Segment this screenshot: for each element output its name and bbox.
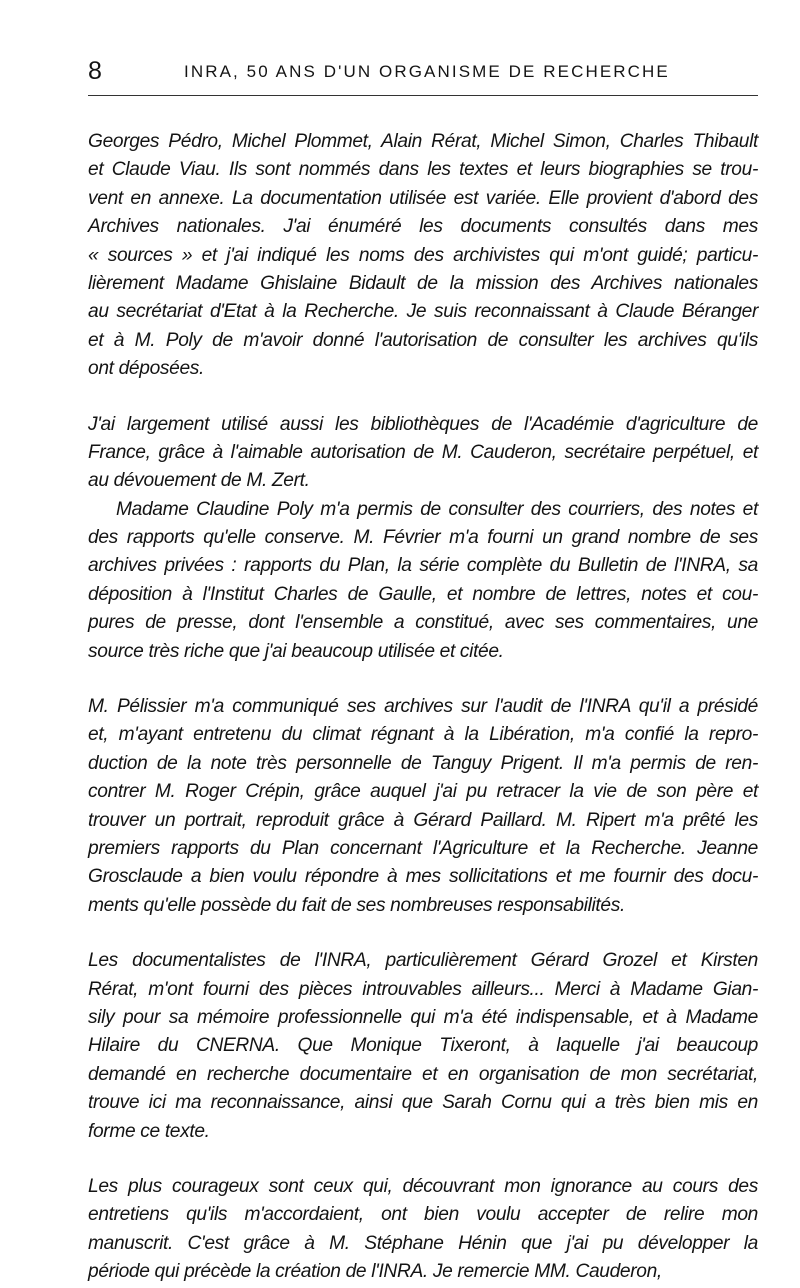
text-line: lièrement Madame Ghislaine Bidault de la mission des Archives nationales bbox=[88, 272, 758, 294]
text-line: et, m'ayant entretenu du climat régnant à la Libération, m'a confié la repro- bbox=[88, 724, 758, 746]
text-line: déposition à l'Institut Charles de Gaulle, et nombre de lettres, notes et cou- bbox=[88, 583, 758, 605]
paragraph-gap bbox=[88, 1146, 758, 1173]
text-line: pures de presse, dont l'ensemble a constitué, avec ses commentaires, une bbox=[88, 612, 758, 634]
text-line: M. Pélissier m'a communiqué ses archives sur l'audit de l'INRA qu'il a présidé bbox=[88, 696, 758, 718]
paragraph-gap bbox=[88, 384, 758, 411]
text-line: ments qu'elle possède du fait de ses nombreuses responsabilités. bbox=[88, 894, 625, 916]
text-line: Georges Pédro, Michel Plommet, Alain Rérat, Michel Simon, Charles Thibault bbox=[88, 131, 758, 152]
paragraph-gap bbox=[88, 666, 758, 693]
text-line: trouve ici ma reconnaissance, ainsi que Sarah Cornu qui a très bien mis en bbox=[88, 1092, 758, 1114]
text-line: au dévouement de M. Zert. bbox=[88, 470, 310, 492]
text-line: Les documentalistes de l'INRA, particulièrement Gérard Grozel et Kirsten bbox=[88, 950, 758, 972]
text-line: et Claude Viau. Ils sont nommés dans les textes et leurs biographies se trou- bbox=[88, 159, 758, 181]
text-line: Madame Claudine Poly m'a permis de consulter des courriers, des notes et bbox=[116, 498, 758, 520]
text-line: premiers rapports du Plan concernant l'Agriculture et la Recherche. Jeanne bbox=[88, 837, 758, 859]
text-line: vent en annexe. La documentation utilisée est variée. Elle provient d'abord des bbox=[88, 187, 758, 209]
text-line: ont déposées. bbox=[88, 358, 204, 380]
text-line: et à M. Poly de m'avoir donné l'autorisation de consulter les archives qu'ils bbox=[88, 329, 758, 351]
paragraph bbox=[88, 1173, 758, 1287]
text-line: Hilaire du CNERNA. Que Monique Tixeront, à laquelle j'ai beaucoup bbox=[88, 1035, 758, 1057]
text-line: demandé en recherche documentaire et en organisation de mon secrétariat, bbox=[88, 1063, 758, 1085]
text-line: sily pour sa mémoire professionnelle qui m'a été indispensable, et à Madame bbox=[88, 1006, 758, 1028]
paragraph bbox=[88, 496, 758, 666]
text-line: contrer M. Roger Crépin, grâce auquel j'ai pu retracer la vie de son père et bbox=[88, 781, 758, 803]
paragraph bbox=[88, 411, 758, 496]
text-line: des rapports qu'elle conserve. M. Février m'a fourni un grand nombre de ses bbox=[88, 527, 758, 549]
text-line: France, grâce à l'aimable autorisation de M. Cauderon, secrétaire perpétuel, et bbox=[88, 441, 758, 463]
text-line: « sources » et j'ai indiqué les noms des archivistes qui m'ont guidé; particu- bbox=[88, 244, 758, 266]
paragraph bbox=[88, 693, 758, 920]
text-line: Les plus courageux sont ceux qui, découvrant mon ignorance au cours des bbox=[88, 1175, 758, 1197]
page-number: 8 bbox=[88, 57, 102, 85]
body-text bbox=[88, 128, 758, 1286]
text-line: Archives nationales. J'ai énuméré les documents consultés dans mes bbox=[88, 216, 758, 238]
text-line: forme ce texte. bbox=[88, 1120, 210, 1142]
text-line: J'ai largement utilisé aussi les bibliothèques de l'Académie d'agriculture de bbox=[88, 413, 758, 435]
header-rule bbox=[88, 95, 758, 96]
paragraph-gap bbox=[88, 920, 758, 947]
text-line: manuscrit. C'est grâce à M. Stéphane Hénin que j'ai pu développer la bbox=[88, 1232, 758, 1254]
paragraph bbox=[88, 128, 758, 384]
paragraph bbox=[88, 947, 758, 1146]
text-line: duction de la note très personnelle de Tanguy Prigent. Il m'a permis de ren- bbox=[88, 752, 758, 774]
running-title: INRA, 50 ANS D'UN ORGANISME DE RECHERCHE bbox=[184, 62, 670, 81]
text-line: Grosclaude a bien voulu répondre à mes sollicitations et me fournir des docu- bbox=[88, 866, 758, 888]
text-line: trouver un portrait, reproduit grâce à Gérard Paillard. M. Ripert m'a prêté les bbox=[88, 809, 758, 831]
text-line: archives privées : rapports du Plan, la série complète du Bulletin de l'INRA, sa bbox=[88, 555, 758, 577]
text-line: entretiens qu'ils m'accordaient, ont bien voulu accepter de relire mon bbox=[88, 1204, 758, 1226]
text-line: Rérat, m'ont fourni des pièces introuvables ailleurs... Merci à Madame Gian- bbox=[88, 978, 758, 1000]
text-line: source très riche que j'ai beaucoup utilisée et citée. bbox=[88, 640, 504, 662]
text-line: au secrétariat d'Etat à la Recherche. Je suis reconnaissant à Claude Béranger bbox=[88, 301, 758, 323]
page-header bbox=[88, 56, 758, 86]
text-line: période qui précède la création de l'INRA. Je remercie MM. Cauderon, bbox=[88, 1261, 662, 1283]
